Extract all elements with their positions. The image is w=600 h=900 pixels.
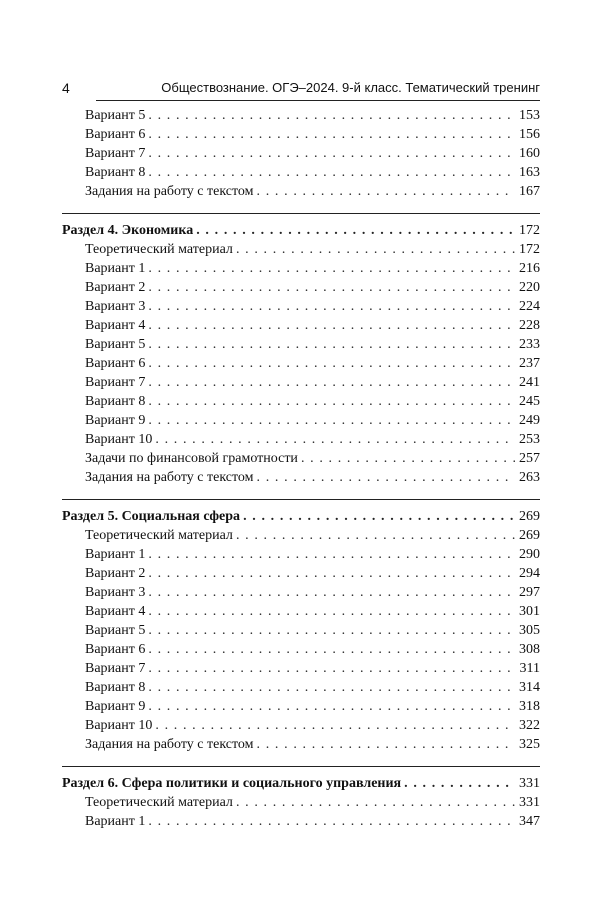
toc-entry bbox=[62, 430, 540, 449]
entry-title: Вариант 8 bbox=[85, 680, 146, 695]
section-title: Раздел 4. Экономика bbox=[62, 223, 194, 238]
toc-entry bbox=[62, 583, 540, 602]
running-header bbox=[62, 78, 540, 104]
toc-entry bbox=[62, 697, 540, 716]
toc-entry bbox=[62, 278, 540, 297]
dot-leader bbox=[148, 678, 515, 697]
dot-leader bbox=[148, 354, 515, 373]
entry-page-number: 245 bbox=[519, 394, 540, 409]
entry-title: Вариант 1 bbox=[85, 814, 146, 829]
toc-entry bbox=[62, 259, 540, 278]
dot-leader bbox=[148, 697, 515, 716]
entry-page-number: 325 bbox=[519, 737, 540, 752]
toc-entry bbox=[62, 125, 540, 144]
toc-entry bbox=[62, 240, 540, 259]
entry-title: Вариант 2 bbox=[85, 280, 146, 295]
entry-page-number: 167 bbox=[519, 184, 540, 199]
toc-entry bbox=[62, 163, 540, 182]
section-divider bbox=[62, 213, 540, 214]
section-divider bbox=[62, 499, 540, 500]
dot-leader bbox=[148, 640, 515, 659]
entry-title: Вариант 10 bbox=[85, 432, 153, 447]
entry-page-number: 269 bbox=[519, 509, 540, 524]
toc-entry bbox=[62, 526, 540, 545]
entry-title: Вариант 4 bbox=[85, 604, 146, 619]
entry-page-number: 257 bbox=[519, 451, 540, 466]
dot-leader bbox=[148, 602, 515, 621]
toc-entry bbox=[62, 716, 540, 735]
entry-title: Вариант 10 bbox=[85, 718, 153, 733]
toc-entry bbox=[62, 182, 540, 201]
dot-leader bbox=[148, 163, 515, 182]
toc-entry bbox=[62, 335, 540, 354]
entry-page-number: 308 bbox=[519, 642, 540, 657]
dot-leader bbox=[257, 468, 515, 487]
entry-title: Вариант 7 bbox=[85, 661, 146, 676]
entry-page-number: 253 bbox=[519, 432, 540, 447]
dot-leader bbox=[155, 716, 515, 735]
section-title: Раздел 5. Социальная сфера bbox=[62, 509, 241, 524]
dot-leader bbox=[196, 221, 515, 240]
entry-title: Вариант 3 bbox=[85, 299, 146, 314]
entry-page-number: 314 bbox=[519, 680, 540, 695]
entry-title: Вариант 7 bbox=[85, 146, 146, 161]
entry-title: Вариант 5 bbox=[85, 337, 146, 352]
toc-entry bbox=[62, 564, 540, 583]
entry-title: Вариант 5 bbox=[85, 108, 146, 123]
entry-title: Вариант 2 bbox=[85, 566, 146, 581]
toc-entry bbox=[62, 297, 540, 316]
entry-page-number: 331 bbox=[519, 795, 540, 810]
entry-title: Вариант 7 bbox=[85, 375, 146, 390]
entry-title: Задачи по финансовой грамотности bbox=[85, 451, 298, 466]
entry-title: Вариант 9 bbox=[85, 413, 146, 428]
entry-title: Вариант 1 bbox=[85, 261, 146, 276]
entry-title: Задания на работу с текстом bbox=[85, 184, 254, 199]
dot-leader bbox=[148, 373, 515, 392]
dot-leader bbox=[148, 297, 515, 316]
toc-entry bbox=[62, 545, 540, 564]
dot-leader bbox=[301, 449, 515, 468]
dot-leader bbox=[148, 545, 515, 564]
dot-leader bbox=[257, 735, 515, 754]
dot-leader bbox=[155, 430, 515, 449]
dot-leader bbox=[257, 182, 515, 201]
dot-leader bbox=[148, 392, 515, 411]
entry-title: Задания на работу с текстом bbox=[85, 470, 254, 485]
toc-entry bbox=[62, 449, 540, 468]
dot-leader bbox=[148, 278, 515, 297]
toc-entry bbox=[62, 678, 540, 697]
toc-entry bbox=[62, 793, 540, 812]
entry-title: Вариант 5 bbox=[85, 623, 146, 638]
toc-entry bbox=[62, 602, 540, 621]
toc-entry bbox=[62, 735, 540, 754]
entry-page-number: 220 bbox=[519, 280, 540, 295]
dot-leader bbox=[148, 125, 515, 144]
entry-page-number: 172 bbox=[519, 223, 540, 238]
toc-entry bbox=[62, 144, 540, 163]
entry-page-number: 290 bbox=[519, 547, 540, 562]
dot-leader bbox=[236, 240, 515, 259]
toc-section-heading bbox=[62, 221, 540, 240]
entry-page-number: 269 bbox=[519, 528, 540, 543]
dot-leader bbox=[236, 793, 515, 812]
toc-entry bbox=[62, 392, 540, 411]
toc-entry bbox=[62, 621, 540, 640]
dot-leader bbox=[243, 507, 515, 526]
dot-leader bbox=[148, 335, 515, 354]
entry-title: Вариант 6 bbox=[85, 356, 146, 371]
entry-title: Теоретический материал bbox=[85, 242, 233, 257]
entry-title: Теоретический материал bbox=[85, 795, 233, 810]
dot-leader bbox=[148, 621, 515, 640]
entry-page-number: 172 bbox=[519, 242, 540, 257]
toc-entry bbox=[62, 468, 540, 487]
entry-page-number: 241 bbox=[519, 375, 540, 390]
section-divider bbox=[62, 766, 540, 767]
entry-page-number: 233 bbox=[519, 337, 540, 352]
dot-leader bbox=[148, 316, 515, 335]
table-of-contents bbox=[62, 106, 540, 831]
toc-section-heading bbox=[62, 507, 540, 526]
toc-entry bbox=[62, 373, 540, 392]
entry-page-number: 331 bbox=[519, 776, 540, 791]
toc-entry bbox=[62, 106, 540, 125]
dot-leader bbox=[148, 659, 515, 678]
entry-title: Вариант 1 bbox=[85, 547, 146, 562]
entry-page-number: 318 bbox=[519, 699, 540, 714]
toc-entry bbox=[62, 411, 540, 430]
entry-page-number: 305 bbox=[519, 623, 540, 638]
entry-title: Вариант 6 bbox=[85, 127, 146, 142]
dot-leader bbox=[148, 583, 515, 602]
dot-leader bbox=[404, 774, 515, 793]
entry-title: Вариант 3 bbox=[85, 585, 146, 600]
dot-leader bbox=[148, 144, 515, 163]
entry-title: Задания на работу с текстом bbox=[85, 737, 254, 752]
running-title: Обществознание. ОГЭ–2024. 9-й класс. Тематический тренинг bbox=[161, 80, 540, 95]
dot-leader bbox=[148, 106, 515, 125]
toc-entry bbox=[62, 316, 540, 335]
dot-leader bbox=[148, 564, 515, 583]
entry-title: Вариант 8 bbox=[85, 394, 146, 409]
toc-entry bbox=[62, 812, 540, 831]
entry-title: Вариант 4 bbox=[85, 318, 146, 333]
dot-leader bbox=[148, 812, 515, 831]
entry-page-number: 237 bbox=[519, 356, 540, 371]
dot-leader bbox=[236, 526, 515, 545]
entry-page-number: 216 bbox=[519, 261, 540, 276]
entry-page-number: 156 bbox=[519, 127, 540, 142]
entry-page-number: 228 bbox=[519, 318, 540, 333]
entry-page-number: 163 bbox=[519, 165, 540, 180]
entry-page-number: 297 bbox=[519, 585, 540, 600]
toc-entry bbox=[62, 354, 540, 373]
entry-page-number: 347 bbox=[519, 814, 540, 829]
entry-page-number: 294 bbox=[519, 566, 540, 581]
entry-title: Вариант 6 bbox=[85, 642, 146, 657]
toc-section-heading bbox=[62, 774, 540, 793]
dot-leader bbox=[148, 411, 515, 430]
entry-page-number: 322 bbox=[519, 718, 540, 733]
entry-title: Вариант 9 bbox=[85, 699, 146, 714]
entry-page-number: 249 bbox=[519, 413, 540, 428]
entry-page-number: 153 bbox=[519, 108, 540, 123]
entry-title: Теоретический материал bbox=[85, 528, 233, 543]
dot-leader bbox=[148, 259, 515, 278]
entry-page-number: 263 bbox=[519, 470, 540, 485]
entry-page-number: 224 bbox=[519, 299, 540, 314]
toc-entry bbox=[62, 640, 540, 659]
entry-page-number: 311 bbox=[519, 661, 540, 676]
entry-page-number: 301 bbox=[519, 604, 540, 619]
page-number: 4 bbox=[62, 80, 70, 96]
entry-title: Вариант 8 bbox=[85, 165, 146, 180]
section-title: Раздел 6. Сфера политики и социального управления bbox=[62, 776, 402, 791]
entry-page-number: 160 bbox=[519, 146, 540, 161]
toc-entry bbox=[62, 659, 540, 678]
header-rule bbox=[96, 100, 540, 101]
